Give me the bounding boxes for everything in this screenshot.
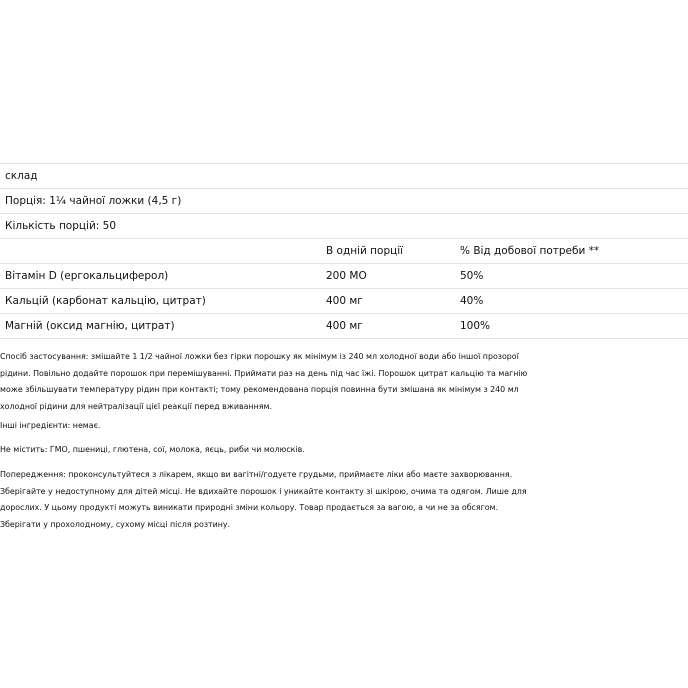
- supplement-facts-table: [0, 163, 688, 339]
- warning-line: Попередження: проконсультуйтеся з лікарем, якщо ви вагітні/годуєте грудьми, приймаєте ліки або маєте захворювання.: [0, 470, 513, 479]
- serving-size-row: [0, 188, 688, 213]
- table-row: [0, 313, 688, 339]
- nutrient-daily-value: 100%: [460, 320, 491, 332]
- nutrient-amount: 200 МО: [326, 270, 367, 282]
- table-title: склад: [5, 170, 38, 182]
- serving-size: Порція: 1¼ чайної ложки (4,5 г): [5, 195, 182, 207]
- table-row: [0, 288, 688, 313]
- nutrient-name: Магній (оксид магнію, цитрат): [5, 320, 175, 332]
- nutrient-daily-value: 50%: [460, 270, 484, 282]
- warning-line: дорослих. У цьому продукті можуть виникати природні зміни кольору. Товар продається за вагою, а чи не за обсягом.: [0, 503, 499, 513]
- table-title-row: [0, 163, 688, 188]
- table-header-row: [0, 238, 688, 263]
- servings-count-row: [0, 213, 688, 238]
- warning-line: Зберігайте у недоступному для дітей місці. Не вдихайте порошок і уникайте контакту зі шкірою, очима та одягом. Лише для: [0, 486, 527, 496]
- usage-line: рідини. Повільно додайте порошок при перемішуванні. Приймати раз на день під час їжі. Порошок цитрат кальцію та магнію: [0, 368, 528, 378]
- servings-count: Кількість порцій: 50: [5, 220, 117, 232]
- usage-instructions: [0, 349, 688, 415]
- warning-line: Зберігати у прохолодному, сухому місці після розтину.: [0, 519, 231, 529]
- nutrient-daily-value: 40%: [460, 295, 484, 307]
- nutrient-amount: 400 мг: [326, 320, 363, 332]
- per-serving-header: В одній порції: [326, 245, 404, 257]
- nutrient-name: Кальцій (карбонат кальцію, цитрат): [5, 295, 206, 307]
- usage-line: може збільшувати температуру рідин при контакті; тому рекомендована порція повинна бути змішана як мінімум з 240 мл: [0, 385, 519, 395]
- warning-text: [0, 467, 688, 533]
- usage-line: Спосіб застосування: змішайте 1 1/2 чайної ложки без гірки порошку як мінімум із 240 мл холодної води або іншої прозорої: [0, 352, 519, 361]
- other-ingredients: Інші інгредієнти: немає.: [0, 421, 101, 430]
- nutrient-name: Вітамін D (ергокальциферол): [5, 270, 169, 282]
- daily-value-header: % Від добової потреби **: [460, 245, 600, 257]
- nutrient-amount: 400 мг: [326, 295, 363, 307]
- free-of-statement: Не містить: ГМО, пшениці, глютена, сої, молока, яєць, риби чи молюсків.: [0, 445, 305, 454]
- usage-line: холодної рідини для нейтралізації цієї реакції перед вживанням.: [0, 401, 273, 411]
- table-row: [0, 263, 688, 288]
